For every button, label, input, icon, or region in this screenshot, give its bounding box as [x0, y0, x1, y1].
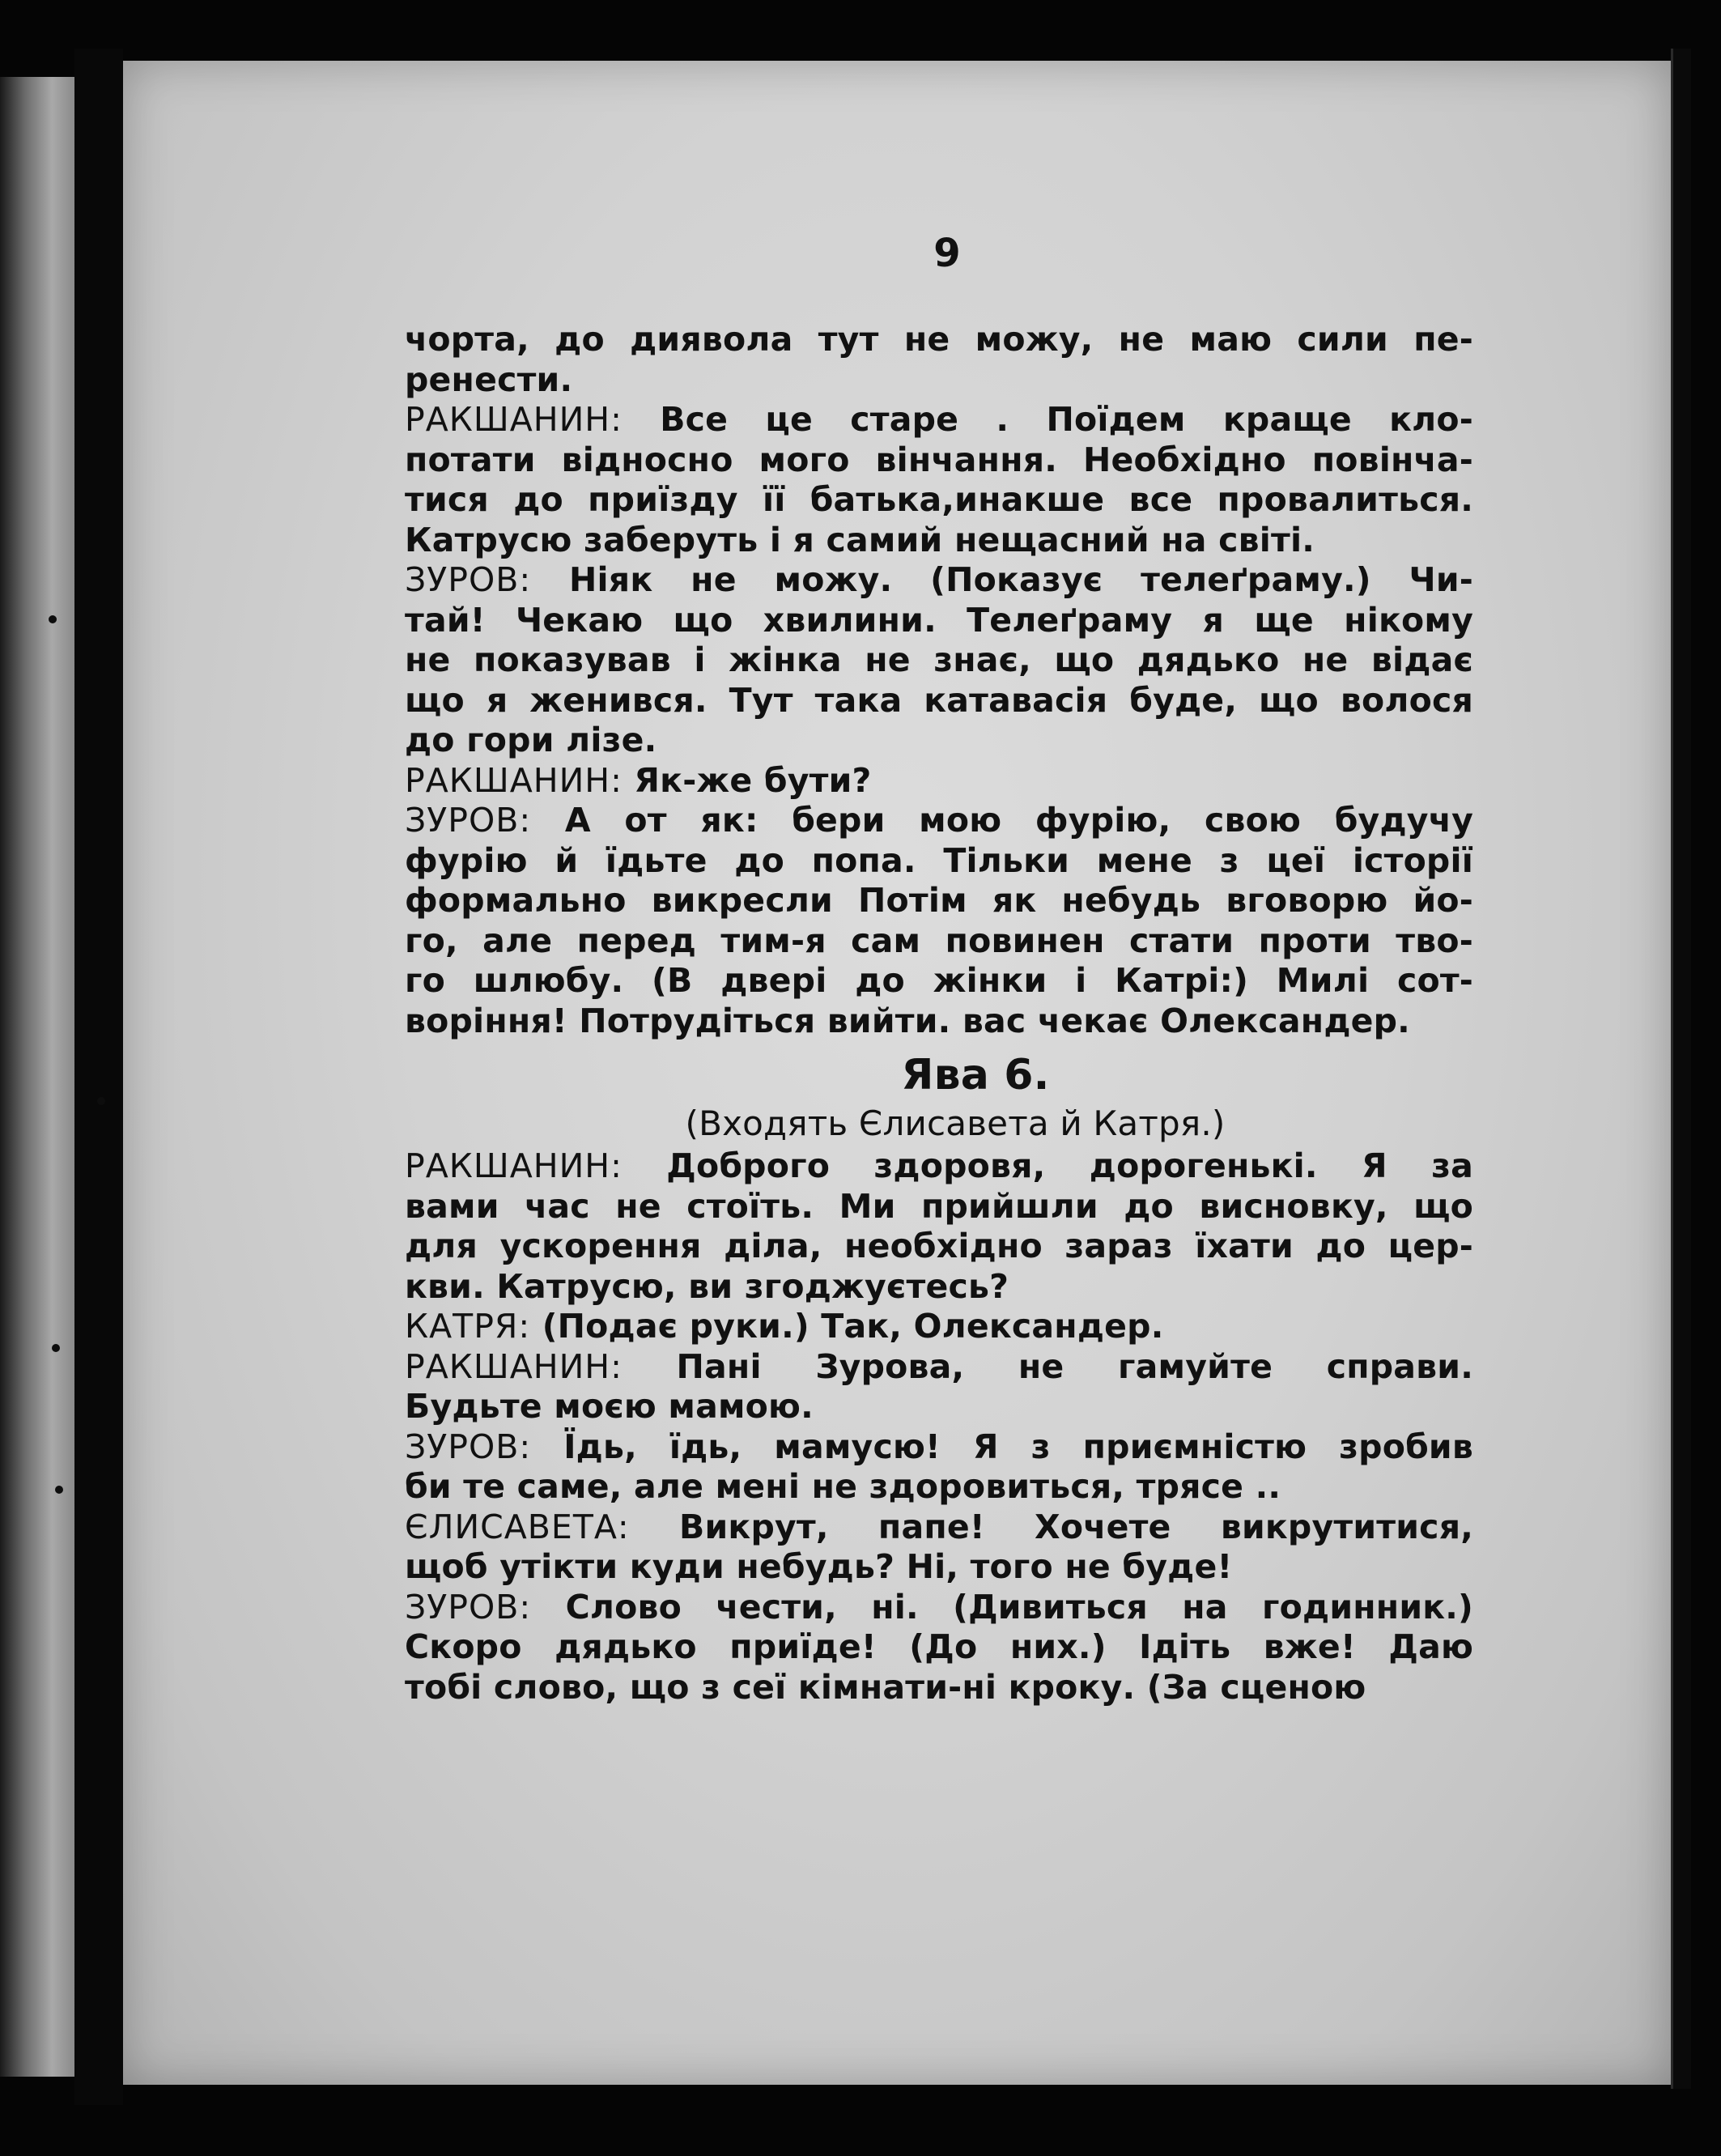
line-text: би те саме, але мені не здоровиться, трясе ..	[405, 1467, 1281, 1506]
text-line	[405, 801, 1473, 841]
text-line	[405, 320, 1473, 360]
speaker-name: ЗУРОВ:	[405, 1427, 532, 1466]
speaker-name: ЗУРОВ:	[405, 1587, 532, 1627]
line-text: Катрусю заберуть і я самий нещасний на світі.	[405, 520, 1315, 559]
text-line	[405, 1507, 1473, 1548]
text-line	[405, 681, 1473, 721]
text-line	[405, 761, 1473, 802]
stage-direction: (Входять Єлисавета й Катря.)	[685, 1104, 1226, 1143]
line-text: го шлюбу. (В двері до жінки і Катрі:) Милі сот-	[405, 961, 1473, 1000]
line-text: го, але перед тим-я сам повинен стати проти тво-	[405, 921, 1473, 960]
text-line	[405, 1427, 1473, 1468]
facing-page-edge	[0, 77, 74, 2077]
line-text: Слово чести, ні. (Дивиться на годинник.)	[531, 1587, 1473, 1627]
text-line	[405, 1588, 1473, 1628]
scan-speck	[55, 1486, 63, 1494]
line-text: ренести.	[405, 359, 573, 399]
line-text: Ніяк не можу. (Показує телеґраму.) Чи-	[531, 560, 1473, 599]
line-text: Пані Зурова, не гамуйте справи.	[622, 1346, 1473, 1386]
line-text: вами час не стоїть. Ми прийшли до висновку, що	[405, 1186, 1473, 1226]
line-text: Як-же бути?	[622, 760, 872, 800]
dialogue-after-scene	[405, 1146, 1473, 1707]
line-text: до гори лізе.	[405, 721, 657, 759]
line-text: Їдь, їдь, мамусю! Я з приємністю зробив	[531, 1427, 1473, 1466]
scan-speck	[49, 615, 57, 623]
line-text: чорта, до диявола тут не можу, не маю сили пе-	[405, 320, 1473, 359]
line-text: щоб утікти куди небудь? Ні, того не буде!	[405, 1547, 1233, 1586]
text-line	[405, 1387, 1473, 1427]
line-text: тобі слово, що з сеї кімнати-ні кроку. (За сценою	[405, 1667, 1366, 1707]
line-text: Скоро дядько приїде! (До них.) Ідіть вже! Даю	[405, 1627, 1473, 1666]
text-line	[405, 1267, 1473, 1308]
line-text: А от як: бери мою фурію, свою будучу	[531, 801, 1473, 840]
play-text	[405, 320, 1473, 1707]
line-text: тися до приїзду її батька,инакше все провалиться.	[405, 480, 1473, 519]
line-text: Все це старе . Поїдем краще кло-	[622, 400, 1473, 439]
text-line	[405, 881, 1473, 921]
dialogue-before-scene	[405, 320, 1473, 1041]
speaker-name: РАКШАНИН:	[405, 760, 623, 800]
speaker-name: ЗУРОВ:	[405, 560, 532, 599]
text-line	[405, 601, 1473, 641]
speaker-name: ЗУРОВ:	[405, 801, 532, 840]
line-text: Будьте моєю мамою.	[405, 1387, 814, 1426]
text-line	[405, 440, 1473, 481]
text-line	[405, 721, 1473, 761]
text-line	[405, 560, 1473, 601]
line-text: тай! Чекаю що хвилини. Телеґраму я ще нікому	[405, 600, 1473, 640]
text-line	[405, 1668, 1473, 1708]
text-line	[405, 1347, 1473, 1388]
line-text: фурію й їдьте до попа. Тільки мене з цеї історії	[405, 840, 1473, 880]
speaker-name: РАКШАНИН:	[405, 400, 623, 439]
text-line	[405, 961, 1473, 1001]
line-text: Викрут, папе! Хочете викрутитися,	[629, 1507, 1473, 1546]
text-line	[405, 480, 1473, 521]
scan-speck	[52, 1344, 60, 1352]
book-gutter	[74, 49, 123, 2105]
text-line	[405, 1627, 1473, 1668]
text-line	[405, 521, 1473, 561]
page-right-edge	[1671, 49, 1691, 2089]
line-text: Доброго здоровя, дорогенькі. Я за	[622, 1146, 1473, 1185]
text-line	[405, 400, 1473, 440]
text-line	[405, 1307, 1473, 1347]
scene-heading: Ява 6.	[901, 1051, 1050, 1099]
line-text: що я женився. Тут така катавасія буде, що волося	[405, 680, 1473, 720]
speaker-name: КАТРЯ:	[405, 1307, 531, 1346]
speaker-name: ЄЛИСАВЕТА:	[405, 1507, 630, 1546]
text-line	[405, 841, 1473, 882]
line-text: кви. Катрусю, ви згоджуєтесь?	[405, 1266, 1009, 1306]
text-line	[405, 1187, 1473, 1227]
text-line	[405, 1227, 1473, 1267]
line-text: формально викресли Потім як небудь вговорю йо-	[405, 881, 1473, 920]
line-text: потати відносно мого вінчання. Необхідно повінча-	[405, 440, 1473, 479]
text-line	[405, 1146, 1473, 1187]
line-text: (Подає руки.) Так, Олександер.	[530, 1307, 1164, 1346]
line-text: для ускорення діла, необхідно зараз їхати до цер-	[405, 1227, 1473, 1265]
text-line	[405, 921, 1473, 962]
text-line	[405, 640, 1473, 681]
speaker-name: РАКШАНИН:	[405, 1346, 623, 1386]
line-text: не показував і жінка не знає, що дядько не відає	[405, 640, 1473, 679]
text-line	[405, 1547, 1473, 1588]
text-line	[405, 1001, 1473, 1042]
speaker-name: РАКШАНИН:	[405, 1146, 623, 1185]
scan-speck	[97, 1097, 105, 1105]
page-number: 9	[933, 231, 961, 276]
text-line	[405, 1467, 1473, 1507]
line-text: воріння! Потрудіться вийти. вас чекає Олександер.	[405, 1001, 1410, 1040]
text-line	[405, 360, 1473, 401]
